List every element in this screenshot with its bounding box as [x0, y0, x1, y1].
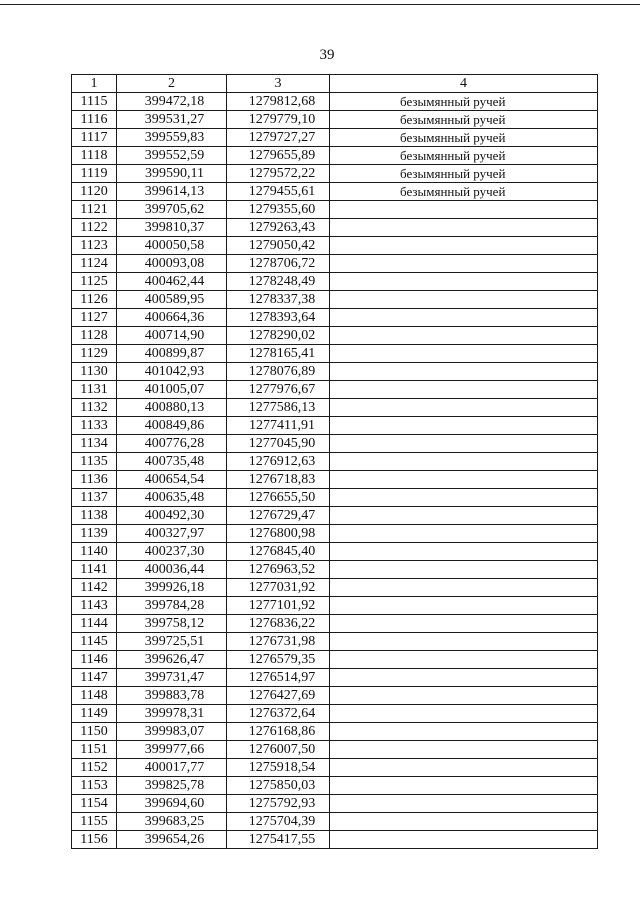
x-coordinate-cell: 400664,36 — [117, 309, 227, 327]
table-row — [72, 219, 598, 237]
point-number-cell: 1152 — [72, 759, 117, 777]
y-coordinate-cell: 1275704,39 — [227, 813, 330, 831]
table-row — [72, 705, 598, 723]
table-row — [72, 723, 598, 741]
x-coordinate-cell: 400462,44 — [117, 273, 227, 291]
y-coordinate-cell: 1275417,55 — [227, 831, 330, 849]
note-cell — [330, 345, 598, 363]
point-number-cell: 1115 — [72, 93, 117, 111]
note-cell — [330, 777, 598, 795]
note-cell — [330, 741, 598, 759]
point-number-cell: 1118 — [72, 147, 117, 165]
note-cell — [330, 579, 598, 597]
point-number-cell: 1117 — [72, 129, 117, 147]
note-cell — [330, 561, 598, 579]
point-number-cell: 1137 — [72, 489, 117, 507]
x-coordinate-cell: 400237,30 — [117, 543, 227, 561]
header-col-3: 3 — [227, 75, 330, 93]
y-coordinate-cell: 1278337,38 — [227, 291, 330, 309]
note-cell: безымянный ручей — [330, 93, 598, 111]
note-cell: безымянный ручей — [330, 183, 598, 201]
table-row — [72, 345, 598, 363]
note-cell: безымянный ручей — [330, 147, 598, 165]
y-coordinate-cell: 1279779,10 — [227, 111, 330, 129]
table-row — [72, 453, 598, 471]
table-row — [72, 291, 598, 309]
y-coordinate-cell: 1276007,50 — [227, 741, 330, 759]
point-number-cell: 1145 — [72, 633, 117, 651]
note-cell — [330, 687, 598, 705]
table-row — [72, 363, 598, 381]
table-row — [72, 687, 598, 705]
header-col-2: 2 — [117, 75, 227, 93]
point-number-cell: 1127 — [72, 309, 117, 327]
note-cell — [330, 327, 598, 345]
x-coordinate-cell: 400880,13 — [117, 399, 227, 417]
table-row — [72, 741, 598, 759]
coordinates-table — [71, 74, 598, 849]
table-row — [72, 633, 598, 651]
y-coordinate-cell: 1276731,98 — [227, 633, 330, 651]
table-row — [72, 597, 598, 615]
note-cell — [330, 471, 598, 489]
x-coordinate-cell: 400776,28 — [117, 435, 227, 453]
table-row — [72, 507, 598, 525]
y-coordinate-cell: 1276655,50 — [227, 489, 330, 507]
y-coordinate-cell: 1279727,27 — [227, 129, 330, 147]
y-coordinate-cell: 1276372,64 — [227, 705, 330, 723]
table-row — [72, 147, 598, 165]
table-row — [72, 165, 598, 183]
y-coordinate-cell: 1277045,90 — [227, 435, 330, 453]
point-number-cell: 1148 — [72, 687, 117, 705]
y-coordinate-cell: 1275792,93 — [227, 795, 330, 813]
note-cell — [330, 273, 598, 291]
table-row — [72, 93, 598, 111]
y-coordinate-cell: 1275918,54 — [227, 759, 330, 777]
x-coordinate-cell: 399725,51 — [117, 633, 227, 651]
y-coordinate-cell: 1276800,98 — [227, 525, 330, 543]
point-number-cell: 1149 — [72, 705, 117, 723]
point-number-cell: 1139 — [72, 525, 117, 543]
y-coordinate-cell: 1279655,89 — [227, 147, 330, 165]
table-row — [72, 417, 598, 435]
y-coordinate-cell: 1279355,60 — [227, 201, 330, 219]
y-coordinate-cell: 1276845,40 — [227, 543, 330, 561]
table-header-row — [72, 75, 598, 93]
table-row — [72, 489, 598, 507]
point-number-cell: 1121 — [72, 201, 117, 219]
point-number-cell: 1125 — [72, 273, 117, 291]
note-cell — [330, 381, 598, 399]
note-cell — [330, 831, 598, 849]
note-cell — [330, 417, 598, 435]
x-coordinate-cell: 400327,97 — [117, 525, 227, 543]
note-cell — [330, 759, 598, 777]
note-cell — [330, 525, 598, 543]
x-coordinate-cell: 400492,30 — [117, 507, 227, 525]
note-cell: безымянный ручей — [330, 111, 598, 129]
table-row — [72, 471, 598, 489]
y-coordinate-cell: 1278706,72 — [227, 255, 330, 273]
table-body — [72, 93, 598, 849]
y-coordinate-cell: 1278248,49 — [227, 273, 330, 291]
y-coordinate-cell: 1279263,43 — [227, 219, 330, 237]
point-number-cell: 1126 — [72, 291, 117, 309]
x-coordinate-cell: 399694,60 — [117, 795, 227, 813]
x-coordinate-cell: 399810,37 — [117, 219, 227, 237]
header-col-1: 1 — [72, 75, 117, 93]
table-row — [72, 327, 598, 345]
note-cell — [330, 795, 598, 813]
point-number-cell: 1147 — [72, 669, 117, 687]
table-row — [72, 651, 598, 669]
table-row — [72, 129, 598, 147]
y-coordinate-cell: 1278290,02 — [227, 327, 330, 345]
y-coordinate-cell: 1278076,89 — [227, 363, 330, 381]
table-row — [72, 813, 598, 831]
y-coordinate-cell: 1276579,35 — [227, 651, 330, 669]
x-coordinate-cell: 400714,90 — [117, 327, 227, 345]
table-row — [72, 237, 598, 255]
note-cell — [330, 615, 598, 633]
y-coordinate-cell: 1277976,67 — [227, 381, 330, 399]
x-coordinate-cell: 399731,47 — [117, 669, 227, 687]
x-coordinate-cell: 399626,47 — [117, 651, 227, 669]
x-coordinate-cell: 399614,13 — [117, 183, 227, 201]
header-col-4: 4 — [330, 75, 598, 93]
table-row — [72, 399, 598, 417]
x-coordinate-cell: 399531,27 — [117, 111, 227, 129]
table-row — [72, 435, 598, 453]
x-coordinate-cell: 400899,87 — [117, 345, 227, 363]
note-cell — [330, 543, 598, 561]
point-number-cell: 1141 — [72, 561, 117, 579]
x-coordinate-cell: 399883,78 — [117, 687, 227, 705]
point-number-cell: 1138 — [72, 507, 117, 525]
note-cell — [330, 507, 598, 525]
table-row — [72, 273, 598, 291]
x-coordinate-cell: 399978,31 — [117, 705, 227, 723]
table-row — [72, 183, 598, 201]
y-coordinate-cell: 1276718,83 — [227, 471, 330, 489]
note-cell — [330, 669, 598, 687]
y-coordinate-cell: 1278165,41 — [227, 345, 330, 363]
table-row — [72, 201, 598, 219]
point-number-cell: 1124 — [72, 255, 117, 273]
note-cell — [330, 651, 598, 669]
x-coordinate-cell: 399472,18 — [117, 93, 227, 111]
x-coordinate-cell: 399926,18 — [117, 579, 227, 597]
point-number-cell: 1140 — [72, 543, 117, 561]
note-cell — [330, 237, 598, 255]
x-coordinate-cell: 399784,28 — [117, 597, 227, 615]
point-number-cell: 1143 — [72, 597, 117, 615]
point-number-cell: 1116 — [72, 111, 117, 129]
point-number-cell: 1154 — [72, 795, 117, 813]
x-coordinate-cell: 399705,62 — [117, 201, 227, 219]
note-cell — [330, 399, 598, 417]
note-cell — [330, 453, 598, 471]
point-number-cell: 1136 — [72, 471, 117, 489]
point-number-cell: 1122 — [72, 219, 117, 237]
y-coordinate-cell: 1275850,03 — [227, 777, 330, 795]
table-row — [72, 669, 598, 687]
x-coordinate-cell: 399758,12 — [117, 615, 227, 633]
point-number-cell: 1146 — [72, 651, 117, 669]
point-number-cell: 1144 — [72, 615, 117, 633]
y-coordinate-cell: 1276729,47 — [227, 507, 330, 525]
point-number-cell: 1156 — [72, 831, 117, 849]
x-coordinate-cell: 399590,11 — [117, 165, 227, 183]
table-row — [72, 579, 598, 597]
y-coordinate-cell: 1276836,22 — [227, 615, 330, 633]
x-coordinate-cell: 400849,86 — [117, 417, 227, 435]
x-coordinate-cell: 399983,07 — [117, 723, 227, 741]
x-coordinate-cell: 400017,77 — [117, 759, 227, 777]
y-coordinate-cell: 1277411,91 — [227, 417, 330, 435]
point-number-cell: 1133 — [72, 417, 117, 435]
point-number-cell: 1123 — [72, 237, 117, 255]
y-coordinate-cell: 1278393,64 — [227, 309, 330, 327]
point-number-cell: 1153 — [72, 777, 117, 795]
table-row — [72, 831, 598, 849]
point-number-cell: 1132 — [72, 399, 117, 417]
point-number-cell: 1128 — [72, 327, 117, 345]
point-number-cell: 1130 — [72, 363, 117, 381]
point-number-cell: 1129 — [72, 345, 117, 363]
point-number-cell: 1142 — [72, 579, 117, 597]
note-cell — [330, 813, 598, 831]
table-row — [72, 795, 598, 813]
x-coordinate-cell: 399552,59 — [117, 147, 227, 165]
note-cell — [330, 255, 598, 273]
note-cell: безымянный ручей — [330, 165, 598, 183]
x-coordinate-cell: 400050,58 — [117, 237, 227, 255]
note-cell — [330, 309, 598, 327]
point-number-cell: 1119 — [72, 165, 117, 183]
point-number-cell: 1135 — [72, 453, 117, 471]
y-coordinate-cell: 1276912,63 — [227, 453, 330, 471]
point-number-cell: 1151 — [72, 741, 117, 759]
page-number: 39 — [319, 47, 335, 63]
note-cell — [330, 723, 598, 741]
note-cell — [330, 435, 598, 453]
y-coordinate-cell: 1279572,22 — [227, 165, 330, 183]
x-coordinate-cell: 400735,48 — [117, 453, 227, 471]
x-coordinate-cell: 400635,48 — [117, 489, 227, 507]
y-coordinate-cell: 1277031,92 — [227, 579, 330, 597]
y-coordinate-cell: 1279812,68 — [227, 93, 330, 111]
point-number-cell: 1155 — [72, 813, 117, 831]
table-row — [72, 543, 598, 561]
table-row — [72, 309, 598, 327]
x-coordinate-cell: 400036,44 — [117, 561, 227, 579]
note-cell — [330, 597, 598, 615]
y-coordinate-cell: 1276427,69 — [227, 687, 330, 705]
y-coordinate-cell: 1276168,86 — [227, 723, 330, 741]
table-row — [72, 561, 598, 579]
x-coordinate-cell: 399654,26 — [117, 831, 227, 849]
y-coordinate-cell: 1276514,97 — [227, 669, 330, 687]
note-cell — [330, 705, 598, 723]
note-cell — [330, 489, 598, 507]
point-number-cell: 1134 — [72, 435, 117, 453]
table-row — [72, 615, 598, 633]
x-coordinate-cell: 400093,08 — [117, 255, 227, 273]
note-cell: безымянный ручей — [330, 129, 598, 147]
table-row — [72, 111, 598, 129]
x-coordinate-cell: 399977,66 — [117, 741, 227, 759]
x-coordinate-cell: 400654,54 — [117, 471, 227, 489]
top-rule — [0, 4, 640, 5]
x-coordinate-cell: 399683,25 — [117, 813, 227, 831]
table-row — [72, 381, 598, 399]
table-row — [72, 759, 598, 777]
y-coordinate-cell: 1279455,61 — [227, 183, 330, 201]
note-cell — [330, 633, 598, 651]
note-cell — [330, 219, 598, 237]
y-coordinate-cell: 1277586,13 — [227, 399, 330, 417]
x-coordinate-cell: 399559,83 — [117, 129, 227, 147]
point-number-cell: 1131 — [72, 381, 117, 399]
table-row — [72, 255, 598, 273]
note-cell — [330, 291, 598, 309]
y-coordinate-cell: 1279050,42 — [227, 237, 330, 255]
x-coordinate-cell: 401005,07 — [117, 381, 227, 399]
x-coordinate-cell: 399825,78 — [117, 777, 227, 795]
note-cell — [330, 201, 598, 219]
y-coordinate-cell: 1277101,92 — [227, 597, 330, 615]
table-row — [72, 777, 598, 795]
table-row — [72, 525, 598, 543]
x-coordinate-cell: 401042,93 — [117, 363, 227, 381]
point-number-cell: 1150 — [72, 723, 117, 741]
point-number-cell: 1120 — [72, 183, 117, 201]
y-coordinate-cell: 1276963,52 — [227, 561, 330, 579]
x-coordinate-cell: 400589,95 — [117, 291, 227, 309]
note-cell — [330, 363, 598, 381]
